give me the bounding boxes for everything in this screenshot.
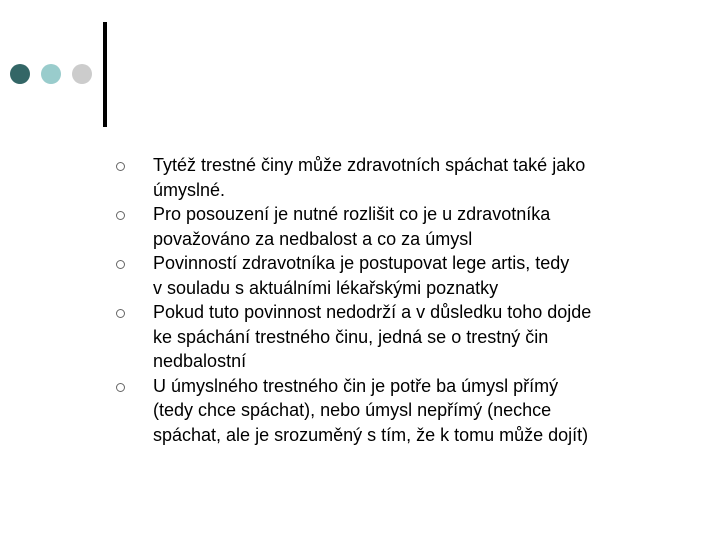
bullet-text-line: úmyslné.	[153, 179, 226, 200]
bullet-circle-icon	[116, 211, 125, 220]
bullet-item-4	[116, 300, 676, 374]
bullet-text-line: považováno za nedbalost a co za úmysl	[153, 228, 473, 249]
bullet-text-line: spáchat, ale je srozuměný s tím, že k tomu může dojít)	[153, 424, 589, 445]
bullet-text-line: Tytéž trestné činy může zdravotních spáchat také jako	[153, 155, 586, 175]
bullet-text-line: (tedy chce spáchat), nebo úmysl nepřímý (nechce	[153, 400, 552, 420]
decorative-vertical-line	[103, 22, 107, 127]
bullet-circle-icon	[116, 162, 125, 171]
decorative-circle-light	[41, 64, 61, 84]
bullet-item-1	[116, 153, 676, 202]
bullet-text-line: nedbalostní	[153, 351, 247, 371]
bullet-text-line: Pro posouzení je nutné rozlišit co je u zdravotníka	[153, 204, 551, 224]
bullet-circle-icon	[116, 383, 125, 392]
bullet-text-line: U úmyslného trestného čin je potře ba úmysl přímý	[153, 375, 559, 396]
bullet-item-5	[116, 374, 676, 448]
bullet-list	[116, 153, 676, 447]
decorative-circle-gray	[72, 64, 92, 84]
bullet-text-line: Povinností zdravotníka je postupovat lege artis, tedy	[153, 253, 570, 273]
bullet-text-line: ke spáchání trestného činu, jedná se o trestný čin	[153, 326, 549, 347]
bullet-item-3	[116, 251, 676, 300]
bullet-item-2	[116, 202, 676, 251]
bullet-circle-icon	[116, 260, 125, 269]
bullet-text-line: Pokud tuto povinnost nedodrží a v důsledku toho dojde	[153, 302, 592, 322]
decorative-circle-dark	[10, 64, 30, 84]
bullet-text-line: v souladu s aktuálními lékařskými poznatky	[153, 277, 499, 298]
bullet-circle-icon	[116, 309, 125, 318]
